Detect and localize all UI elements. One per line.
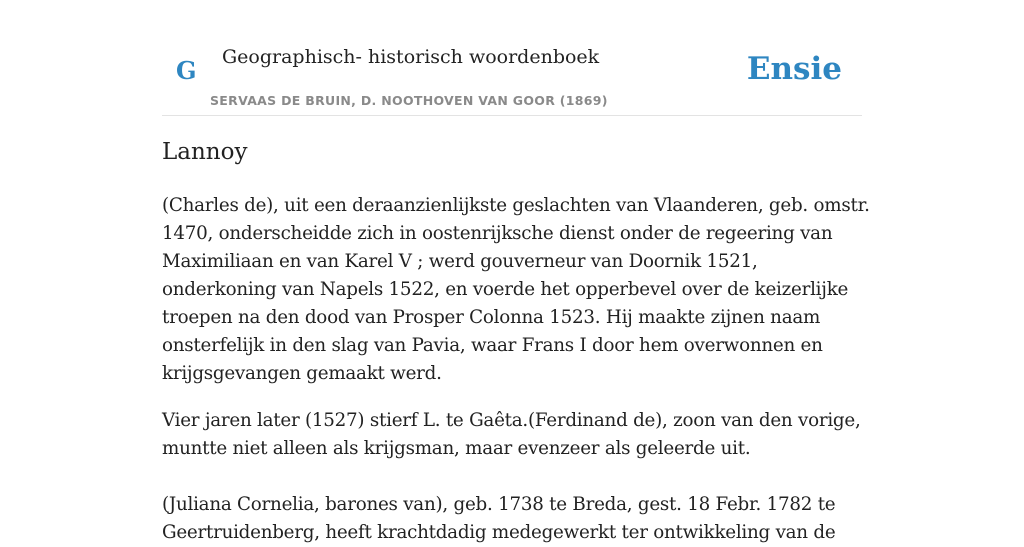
entry-body: [162, 192, 874, 547]
entry-paragraph: Vier jaren later (1527) stierf L. te Gaêta.(Ferdinand de), zoon van den vorige, muntte niet alleen als krijgsman, maar evenzeer als geleerde uit.: [162, 410, 861, 459]
dictionary-authors: SERVAAS DE BRUIN, D. NOOTHOVEN VAN GOOR (1869): [210, 93, 608, 108]
letter-index-link[interactable]: G: [176, 56, 197, 85]
entry-paragraph: (Juliana Cornelia, barones van), geb. 1738 te Breda, gest. 18 Febr. 1782 te Geertruidenberg, heeft krachtdadig medegewerkt ter ontwikkeling van de: [162, 494, 836, 543]
dictionary-header: [162, 36, 862, 116]
entry-title: Lannoy: [162, 139, 248, 165]
ensie-logo-link[interactable]: Ensie: [746, 51, 842, 87]
entry-paragraph: (Charles de), uit een deraanzienlijkste geslachten van Vlaanderen, geb. omstr. 1470, onderscheidde zich in oostenrijksche dienst onder de regeering van Maximiliaan en van Karel V ; werd gouverneur van Doornik 1521, onderkoning van Napels 1522, en voerde het opperbevel over de keizerlijke troepen na den dood van Prosper Colonna 1523. Hij maakte zijnen naam onsterfelijk in den slag van Pavia, waar Frans I door hem overwonnen en krijgsgevangen gemaakt werd.: [162, 195, 870, 384]
dictionary-title[interactable]: Geographisch- historisch woordenboek: [222, 46, 600, 68]
